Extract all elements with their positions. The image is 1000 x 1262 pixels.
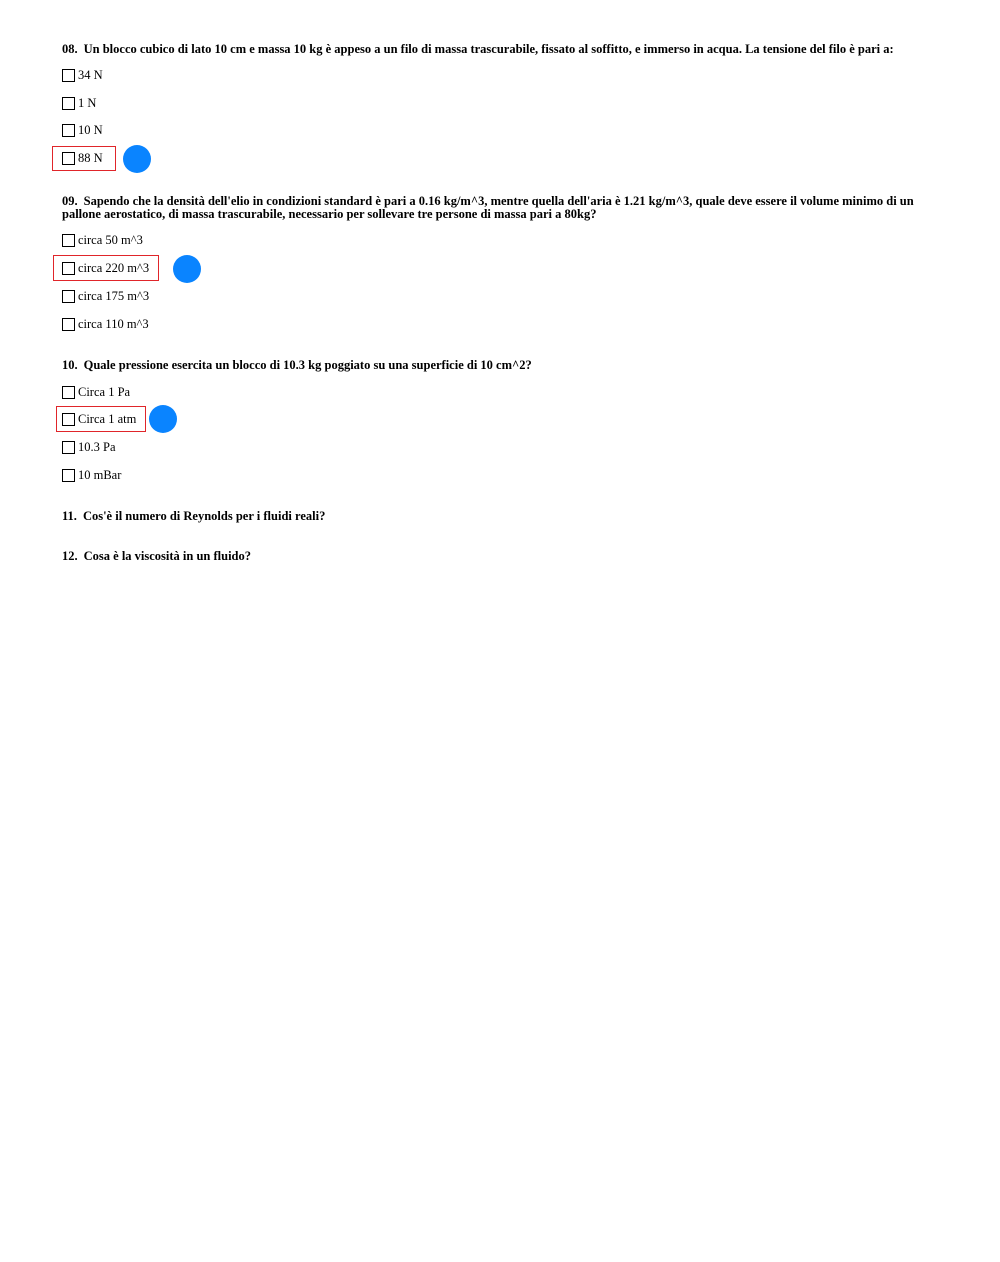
question-text: Cosa è la viscosità in un fluido? (83, 549, 252, 563)
checkbox[interactable] (62, 124, 75, 137)
answer-option[interactable] (62, 119, 103, 141)
question-08 (62, 42, 937, 165)
option-label: circa 175 m^3 (78, 288, 150, 303)
question-09 (62, 194, 937, 331)
question-number: 09. (62, 194, 78, 208)
checkbox[interactable] (62, 290, 75, 303)
question-number: 12. (62, 549, 78, 563)
option-label: 10.3 Pa (78, 439, 116, 454)
answer-option[interactable] (62, 92, 96, 114)
question-title (62, 359, 937, 372)
selected-answer-highlight (53, 255, 159, 281)
answer-option[interactable] (62, 229, 143, 251)
option-label: circa 220 m^3 (78, 260, 150, 275)
answer-marker-dot (123, 145, 151, 173)
option-label: 10 mBar (78, 467, 122, 482)
question-text: Sapendo che la densità dell'elio in condizioni standard è pari a 0.16 kg/m^3, mentre quella dell'aria è 1.21 kg/m^3, quale deve essere il volume minimo di un pallone aerostatico, di massa trascurabile, necessario per sollevare tre persone di massa pari a 80kg? (62, 194, 914, 221)
option-label: 10 N (78, 122, 103, 137)
question-title (62, 43, 937, 56)
question-title (62, 195, 937, 221)
option-label: Circa 1 Pa (78, 384, 131, 399)
checkbox[interactable] (62, 69, 75, 82)
answer-option[interactable] (62, 285, 149, 307)
checkbox[interactable] (62, 234, 75, 247)
answer-marker-dot (173, 255, 201, 283)
option-label: circa 110 m^3 (78, 316, 149, 331)
question-11 (62, 510, 937, 523)
answer-option[interactable] (62, 381, 130, 403)
question-number: 11. (62, 509, 77, 523)
option-label: 88 N (78, 150, 103, 165)
checkbox[interactable] (62, 97, 75, 110)
answer-marker-dot (149, 405, 177, 433)
question-12 (62, 550, 937, 563)
option-label: 1 N (78, 95, 97, 110)
question-number: 10. (62, 358, 78, 372)
option-label: Circa 1 atm (78, 411, 137, 426)
question-title (62, 550, 937, 563)
question-text: Cos'è il numero di Reynolds per i fluidi reali? (82, 509, 326, 523)
answer-option[interactable] (62, 464, 121, 486)
question-title (62, 510, 937, 523)
question-text: Un blocco cubico di lato 10 cm e massa 10 kg è appeso a un filo di massa trascurabile, fissato al soffitto, e immerso in acqua. La tensione del filo è pari a: (83, 42, 894, 56)
question-number: 08. (62, 42, 78, 56)
answer-option[interactable] (62, 313, 149, 335)
selected-answer-highlight (56, 406, 146, 432)
option-label: circa 50 m^3 (78, 232, 143, 247)
question-text: Quale pressione esercita un blocco di 10.3 kg poggiato su una superficie di 10 cm^2? (83, 358, 532, 372)
answer-option[interactable] (62, 64, 103, 86)
question-10 (62, 358, 937, 482)
option-label: 34 N (78, 67, 103, 82)
checkbox[interactable] (62, 318, 75, 331)
checkbox[interactable] (62, 469, 75, 482)
selected-answer-highlight (52, 146, 116, 171)
checkbox[interactable] (62, 386, 75, 399)
answer-option[interactable] (62, 436, 116, 458)
checkbox[interactable] (62, 441, 75, 454)
